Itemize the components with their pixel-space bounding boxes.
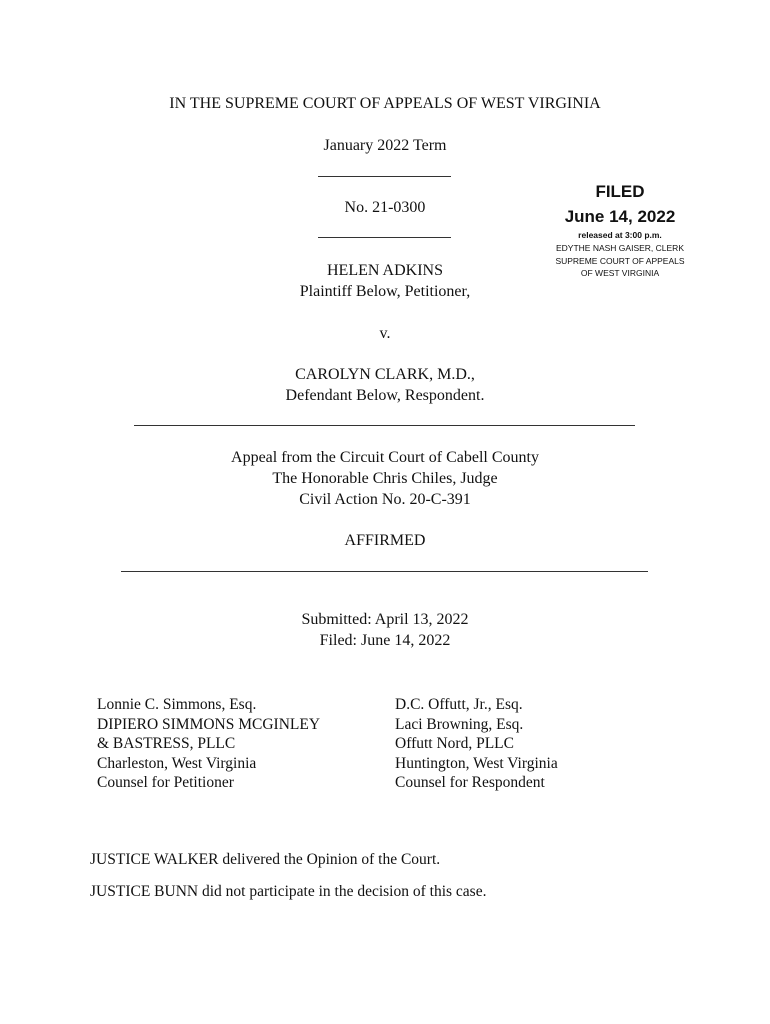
- released-time: released at 3:00 p.m.: [578, 230, 662, 240]
- counsel-respondent-line: Counsel for Respondent: [395, 774, 545, 791]
- disposition: AFFIRMED: [344, 532, 426, 549]
- counsel-petitioner-line: Counsel for Petitioner: [97, 774, 234, 791]
- petitioner-name: HELEN ADKINS: [327, 262, 443, 279]
- divider-short-1: [318, 176, 451, 177]
- appeal-judge: The Honorable Chris Chiles, Judge: [272, 470, 498, 487]
- clerk-name: EDYTHE NASH GAISER, CLERK: [555, 243, 684, 253]
- respondent-name-suffix: ,: [470, 366, 475, 383]
- term: January 2022 Term: [323, 137, 447, 154]
- participation-note: JUSTICE BUNN did not participate in the decision of this case.: [90, 883, 487, 900]
- filed-date-line: Filed: June 14, 2022: [319, 632, 451, 649]
- counsel-petitioner-line: & BASTRESS, PLLC: [97, 735, 236, 752]
- divider-long-1: [134, 425, 635, 426]
- court-heading: IN THE SUPREME COURT OF APPEALS OF WEST VIRGINIA: [169, 95, 601, 112]
- counsel-petitioner-line: Lonnie C. Simmons, Esq.: [97, 696, 257, 713]
- counsel-respondent-line: Huntington, West Virginia: [395, 754, 558, 772]
- stamp-court-line1: SUPREME COURT OF APPEALS: [555, 256, 685, 266]
- counsel-respondent-line: D.C. Offutt, Jr., Esq.: [395, 696, 523, 713]
- counsel-respondent-line: Laci Browning, Esq.: [395, 715, 524, 733]
- counsel-petitioner-line: Charleston, West Virginia: [97, 754, 257, 772]
- respondent-name-text: CAROLYN CLARK, M.D.: [295, 366, 471, 383]
- opinion-note: JUSTICE WALKER delivered the Opinion of the Court.: [90, 851, 441, 868]
- counsel-respondent-line: Offutt Nord, PLLC: [395, 735, 514, 752]
- filed-label: FILED: [595, 182, 645, 201]
- petitioner-role: Plaintiff Below, Petitioner,: [299, 283, 471, 300]
- counsel-petitioner: [97, 695, 320, 793]
- counsel-respondent: [395, 695, 558, 793]
- case-number: No. 21-0300: [344, 199, 426, 216]
- stamp-court-line2: OF WEST VIRGINIA: [580, 268, 660, 278]
- divider-short-2: [318, 237, 451, 238]
- respondent-role: Defendant Below, Respondent.: [285, 387, 485, 404]
- appeal-action: Civil Action No. 20-C-391: [299, 491, 471, 508]
- versus: v.: [379, 325, 391, 342]
- submitted-date: Submitted: April 13, 2022: [301, 611, 469, 628]
- respondent-name: [0, 365, 770, 385]
- appeal-from: Appeal from the Circuit Court of Cabell County: [231, 449, 539, 466]
- divider-long-2: [121, 571, 648, 572]
- counsel-petitioner-line: DIPIERO SIMMONS MCGINLEY: [97, 715, 321, 733]
- filed-date: June 14, 2022: [564, 207, 676, 226]
